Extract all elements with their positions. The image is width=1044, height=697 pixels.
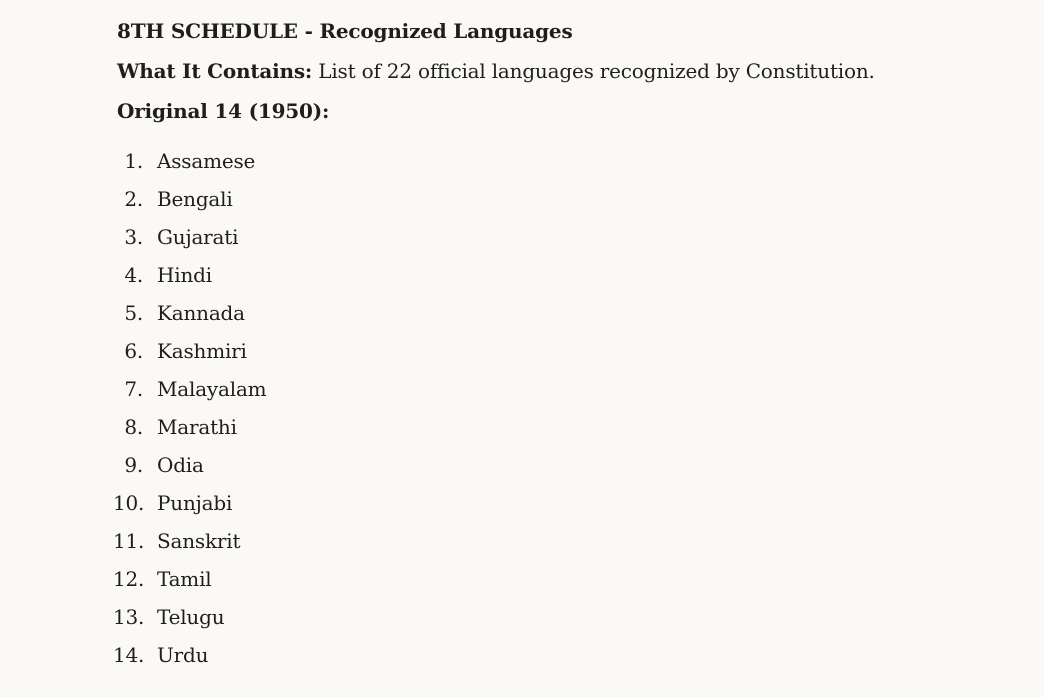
list-item [113, 484, 1017, 522]
list-number: 9. [124, 453, 143, 477]
section-title: 8TH SCHEDULE - Recognized Languages [117, 19, 573, 43]
language-name: Odia [157, 453, 204, 477]
language-name: Bengali [157, 187, 233, 211]
list-item [117, 446, 1017, 484]
language-name: Assamese [157, 149, 256, 173]
list-number: 12. [113, 567, 145, 591]
list-number: 5. [124, 301, 143, 325]
list-number: 13. [113, 605, 145, 629]
language-name: Telugu [157, 605, 225, 629]
list-item [117, 332, 1017, 370]
language-name: Hindi [157, 263, 212, 287]
list-number: 11. [113, 529, 145, 553]
list-item [113, 560, 1017, 598]
list-number: 6. [124, 339, 143, 363]
contains-text: List of 22 official languages recognized by Constitution. [312, 59, 875, 83]
language-name: Kashmiri [157, 339, 247, 363]
language-name: Malayalam [157, 377, 267, 401]
document-content [113, 16, 1017, 674]
list-number: 14. [113, 643, 145, 667]
language-name: Gujarati [157, 225, 239, 249]
list-number: 3. [124, 225, 143, 249]
list-item [113, 636, 1017, 674]
language-name: Urdu [157, 643, 209, 667]
list-item [117, 180, 1017, 218]
list-number: 10. [113, 491, 145, 515]
contains-paragraph [117, 56, 1017, 86]
list-item [117, 142, 1017, 180]
list-item [117, 218, 1017, 256]
list-item [113, 598, 1017, 636]
list-number: 2. [124, 187, 143, 211]
list-number: 1. [124, 149, 143, 173]
list-item [117, 256, 1017, 294]
list-number: 4. [124, 263, 143, 287]
list-item [117, 408, 1017, 446]
language-name: Kannada [157, 301, 245, 325]
list-number: 8. [124, 415, 143, 439]
list-number: 7. [124, 377, 143, 401]
original-heading: Original 14 (1950): [117, 99, 330, 123]
language-name: Sanskrit [157, 529, 241, 553]
language-name: Marathi [157, 415, 237, 439]
list-item [117, 294, 1017, 332]
list-item [113, 522, 1017, 560]
language-list [113, 142, 1017, 674]
contains-label: What It Contains: [117, 59, 313, 83]
language-name: Punjabi [157, 491, 233, 515]
list-item [117, 370, 1017, 408]
language-name: Tamil [157, 567, 212, 591]
